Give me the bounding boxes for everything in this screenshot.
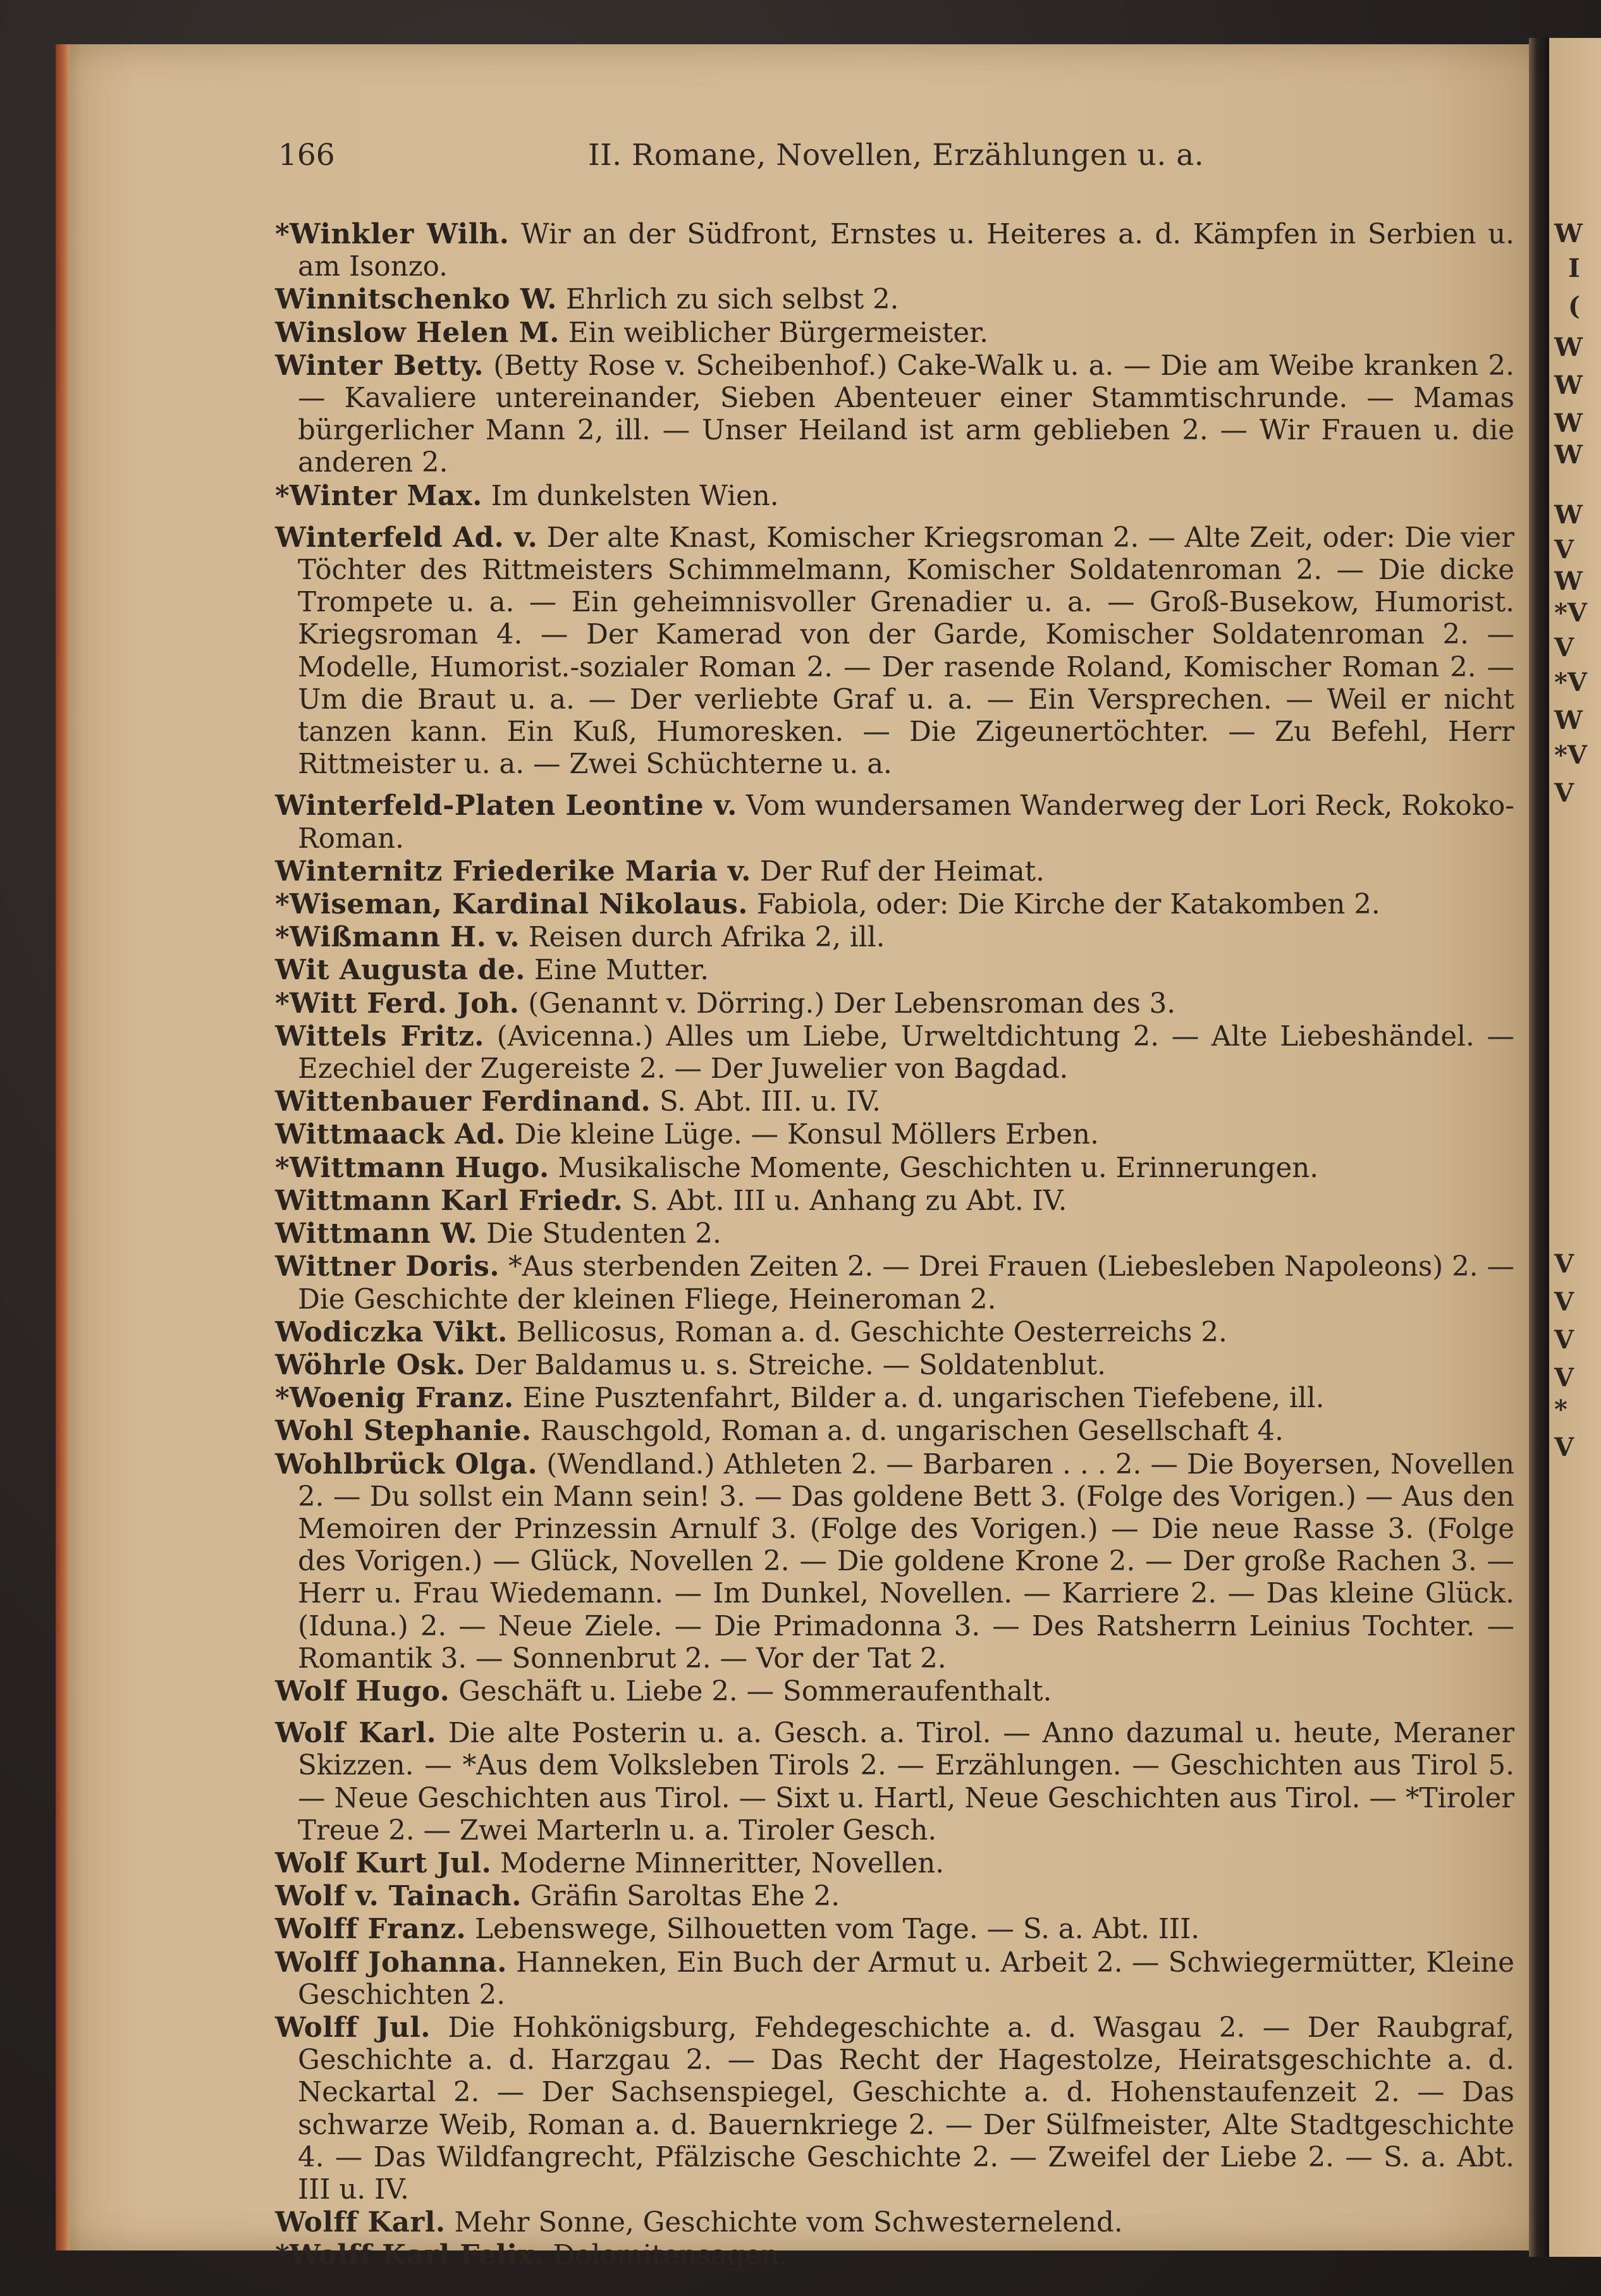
index-entry — [275, 1880, 1514, 1913]
entry-works: Vom wundersamen Wanderweg der Lori Reck, Rokoko-Roman. — [298, 790, 1514, 855]
author-name: Wittels Fritz. — [275, 1020, 484, 1053]
entry-works: Fabiola, oder: Die Kirche der Katakomben 2. — [756, 889, 1380, 921]
adjacent-page-letter: V — [1554, 633, 1574, 663]
entry-marker: * — [275, 218, 290, 250]
index-entry — [275, 317, 1514, 350]
adjacent-page-letter: W — [1554, 500, 1583, 530]
author-name: Wolff Karl Felix. — [289, 2239, 544, 2272]
adjacent-page-letter: W — [1554, 408, 1583, 438]
page-edge — [56, 44, 70, 2250]
adjacent-page-letter: V — [1554, 1249, 1574, 1279]
adjacent-page-letter: V — [1554, 1432, 1574, 1462]
index-entry — [275, 1316, 1514, 1349]
author-name: Woenig Franz. — [289, 1382, 514, 1415]
index-entry — [275, 1946, 1514, 2012]
entry-works: S. Abt. III u. Anhang zu Abt. IV. — [632, 1185, 1067, 1217]
author-name: Wolff Karl. — [275, 2206, 446, 2239]
index-entry — [275, 283, 1514, 316]
adjacent-page-fragment — [1549, 38, 1601, 2257]
author-name: Winslow Helen M. — [275, 316, 560, 349]
entry-works: Moderne Minneritter, Novellen. — [500, 1847, 945, 1879]
author-name: Winnitschenko W. — [275, 283, 557, 316]
entry-marker: * — [275, 479, 290, 512]
entry-marker: * — [275, 921, 290, 954]
adjacent-page-letter: W — [1554, 566, 1583, 596]
index-entry — [275, 2206, 1514, 2239]
index-entry — [275, 480, 1514, 513]
author-name: Wittmann Hugo. — [289, 1151, 549, 1184]
index-entry — [275, 888, 1514, 921]
entry-works: (Betty Rose v. Scheibenhof.) Cake-Walk u. a. — Die am Weibe kranken 2. — Kavaliere untereinander, Sieben Abenteuer einer Stammtischrunde. — Mamas bürgerlicher Mann 2, ill. — Unser Heiland ist arm geblieben 2. — Wir Frauen u. die anderen 2. — [298, 350, 1514, 479]
author-name: Wolf Kurt Jul. — [275, 1847, 492, 1879]
adjacent-page-letter: ( — [1568, 291, 1580, 321]
index-entry — [275, 1085, 1514, 1118]
index-entry — [275, 218, 1514, 283]
author-name: Wolff Franz. — [275, 1913, 467, 1946]
author-name: Wiseman, Kardinal Nikolaus. — [289, 888, 748, 921]
entry-works: Die kleine Lüge. — Konsul Möllers Erben. — [514, 1119, 1099, 1151]
index-entry — [275, 1448, 1514, 1675]
index-entry — [275, 1717, 1514, 1847]
entry-works: Der Ruf der Heimat. — [759, 855, 1045, 888]
entry-marker: * — [275, 1151, 290, 1184]
entry-works: Die Studenten 2. — [486, 1218, 721, 1250]
author-name: Winterfeld Ad. v. — [275, 521, 538, 554]
author-name: Wittmann Karl Friedr. — [275, 1184, 623, 1217]
entry-works: Bellicosus, Roman a. d. Geschichte Oesterreichs 2. — [516, 1316, 1227, 1348]
author-name: Wöhrle Osk. — [275, 1348, 466, 1381]
index-entry — [275, 954, 1514, 987]
adjacent-page-letter: W — [1554, 440, 1583, 470]
entry-works: Hanneken, Ein Buch der Armut u. Arbeit 2. — Schwiegermütter, Kleine Geschichten 2. — [298, 1946, 1515, 2011]
index-entries — [275, 218, 1514, 2273]
adjacent-page-letter: V — [1554, 1325, 1574, 1355]
index-entry — [275, 2012, 1514, 2206]
entry-marker: * — [275, 2239, 290, 2272]
adjacent-page-letter: V — [1554, 778, 1574, 808]
index-entry — [275, 1349, 1514, 1382]
index-entry — [275, 1218, 1514, 1250]
index-entry — [275, 350, 1514, 480]
entry-works: Ehrlich zu sich selbst 2. — [565, 284, 899, 316]
entry-works: Ein weiblicher Bürgermeister. — [568, 317, 989, 349]
index-entry — [275, 1415, 1514, 1448]
entry-works: Im dunkelsten Wien. — [491, 480, 779, 512]
index-entry — [275, 855, 1514, 888]
author-name: Wit Augusta de. — [275, 954, 525, 987]
index-entry — [275, 1020, 1514, 1085]
author-name: Wolf v. Tainach. — [275, 1880, 522, 1913]
entry-works: (Wendland.) Athleten 2. — Barbaren . . . 2. — Die Boyersen, Novellen 2. — Du sollst ein Mann sein! 3. — Das goldene Bett 3. (Folge des Vorigen.) — Aus den Memoiren der Prinzessin Arnulf 3. (Folge des Vorigen.) — Die neue Rasse 3. (Folge des Vorigen.) — Glück, Novellen 2. — Die goldene Krone 2. — Der große Rachen 3. — Herr u. Frau Wiedemann. — Im Dunkel, Novellen. — Karriere 2. — Das kleine Glück. (Iduna.) 2. — Neue Ziele. — Die Primadonna 3. — Des Ratsherrn Leinius Tochter. — Romantik 3. — Sonnenbrut 2. — Vor der Tat 2. — [298, 1448, 1514, 1675]
page-header — [278, 138, 1480, 182]
entry-works: *Aus sterbenden Zeiten 2. — Drei Frauen (Liebesleben Napoleons) 2. — Die Geschichte der kleinen Fliege, Heineroman 2. — [298, 1251, 1515, 1316]
author-name: Winternitz Friederike Maria v. — [275, 855, 751, 888]
book-gutter — [1529, 38, 1549, 2257]
entry-marker: * — [275, 987, 290, 1020]
index-entry — [275, 2239, 1514, 2272]
author-name: Wolf Karl. — [275, 1717, 437, 1750]
author-name: Wohl Stephanie. — [275, 1415, 532, 1448]
index-entry — [275, 1913, 1514, 1946]
adjacent-page-letter: *V — [1554, 598, 1587, 628]
adjacent-page-letter: W — [1554, 370, 1583, 400]
author-name: Wolf Hugo. — [275, 1675, 450, 1707]
index-entry — [275, 1185, 1514, 1218]
entry-works: Die Hohkönigsburg, Fehdegeschichte a. d. Wasgau 2. — Der Raubgraf, Geschichte a. d. Harzgau 2. — Das Recht der Hagestolze, Heiratsgeschichte a. d. Neckartal 2. — Der Sachsenspiegel, Geschichte a. d. Hohenstaufenzeit 2. — Das schwarze Weib, Roman a. d. Bauernkriege 2. — Der Sülfmeister, Alte Stadtgeschichte 4. — Das Wildfangrecht, Pfälzische Geschichte 2. — Zweifel der Liebe 2. — S. a. Abt. III u. IV. — [298, 2012, 1515, 2206]
author-name: Wittenbauer Ferdinand. — [275, 1085, 651, 1118]
entry-works: Mehr Sonne, Geschichte vom Schwesternelend. — [454, 2207, 1123, 2239]
entry-works: Eine Mutter. — [534, 955, 709, 987]
adjacent-page-letter: V — [1554, 1363, 1574, 1393]
adjacent-page-letter: * — [1554, 1395, 1567, 1424]
index-entry — [275, 1118, 1514, 1151]
index-entry — [275, 522, 1514, 781]
entry-works: Rauschgold, Roman a. d. ungarischen Gesellschaft 4. — [540, 1415, 1284, 1448]
adjacent-page-letter: W — [1554, 705, 1583, 735]
adjacent-page-letter: *V — [1554, 668, 1587, 697]
author-name: Wohlbrück Olga. — [275, 1448, 538, 1481]
entry-works: Dolomitensagen. — [553, 2240, 788, 2272]
index-entry — [275, 1675, 1514, 1708]
entry-works: Gräfin Saroltas Ehe 2. — [530, 1881, 840, 1913]
entry-works: Lebenswege, Silhouetten vom Tage. — S. a. Abt. III. — [474, 1914, 1200, 1946]
author-name: Wodiczka Vikt. — [275, 1316, 508, 1348]
entry-works: Wir an der Südfront, Ernstes u. Heiteres a. d. Kämpfen in Serbien u. am Isonzo. — [298, 219, 1514, 283]
author-name: Winterfeld-Platen Leontine v. — [275, 790, 737, 822]
author-name: Wittner Doris. — [275, 1250, 500, 1283]
entry-works: Eine Pusztenfahrt, Bilder a. d. ungarischen Tiefebene, ill. — [522, 1383, 1325, 1415]
page-number: 166 — [278, 138, 335, 173]
author-name: Wolff Jul. — [275, 2011, 431, 2044]
author-name: Winter Max. — [289, 479, 482, 512]
adjacent-page-letter: W — [1554, 219, 1583, 248]
entry-marker: * — [275, 1382, 290, 1415]
adjacent-page-letter: V — [1554, 535, 1574, 565]
author-name: Witt Ferd. Joh. — [289, 987, 520, 1020]
author-name: Winter Betty. — [275, 349, 484, 382]
author-name: Wittmaack Ad. — [275, 1118, 506, 1151]
author-name: Wißmann H. v. — [289, 921, 520, 954]
author-name: Wittmann W. — [275, 1218, 478, 1250]
entry-works: (Genannt v. Dörring.) Der Lebensroman des 3. — [528, 987, 1176, 1020]
index-entry — [275, 921, 1514, 954]
index-entry — [275, 790, 1514, 855]
adjacent-page-letter: I — [1568, 253, 1580, 283]
entry-works: (Avicenna.) Alles um Liebe, Urweltdichtung 2. — Alte Liebeshändel. — Ezechiel der Zugereiste 2. — Der Juwelier von Bagdad. — [298, 1020, 1514, 1085]
index-entry — [275, 1250, 1514, 1316]
entry-works: Der Baldamus u. s. Streiche. — Soldatenblut. — [474, 1349, 1106, 1381]
entry-works: S. Abt. III. u. IV. — [659, 1086, 881, 1118]
entry-works: Die alte Posterin u. a. Gesch. a. Tirol. — Anno dazumal u. heute, Meraner Skizzen. — *Aus dem Volksleben Tirols 2. — Erzählungen. — Geschichten aus Tirol 5. — Neue Geschichten aus Tirol. — Sixt u. Hartl, Neue Geschichten aus Tirol. — *Tiroler Treue 2. — Zwei Marterln u. a. Tiroler Gesch. — [298, 1718, 1514, 1847]
author-name: Wolff Johanna. — [275, 1946, 507, 1979]
index-entry — [275, 1847, 1514, 1880]
index-entry — [275, 1152, 1514, 1185]
adjacent-page-letter: W — [1554, 333, 1583, 362]
author-name: Winkler Wilh. — [289, 218, 510, 250]
adjacent-page-letter: *V — [1554, 740, 1587, 770]
index-entry — [275, 987, 1514, 1020]
entry-marker: * — [275, 888, 290, 921]
running-title: II. Romane, Novellen, Erzählungen u. a. — [588, 138, 1205, 173]
entry-works: Der alte Knast, Komischer Kriegsroman 2. — Alte Zeit, oder: Die vier Töchter des Rittmeisters Schimmelmann, Komischer Soldatenroman 2. — Die dicke Trompete u. a. — Ein geheimnisvoller Grenadier u. a. — Groß-Busekow, Humorist. Kriegsroman 4. — Der Kamerad von der Garde, Komischer Soldatenroman 2. — Modelle, Humorist.-sozialer Roman 2. — Der rasende Roland, Komischer Roman 2. — Um die Braut u. a. — Der verliebte Graf u. a. — Ein Versprechen. — Weil er nicht tanzen kann. Ein Kuß, Humoresken. — Die Zigeunertöchter. — Zu Befehl, Herr Rittmeister u. a. — Zwei Schüchterne u. a. — [298, 522, 1514, 781]
entry-works: Geschäft u. Liebe 2. — Sommeraufenthalt. — [458, 1675, 1052, 1707]
entry-works: Musikalische Momente, Geschichten u. Erinnerungen. — [558, 1152, 1319, 1184]
adjacent-page-letter: V — [1554, 1287, 1574, 1317]
entry-works: Reisen durch Afrika 2, ill. — [528, 922, 885, 954]
index-entry — [275, 1382, 1514, 1415]
